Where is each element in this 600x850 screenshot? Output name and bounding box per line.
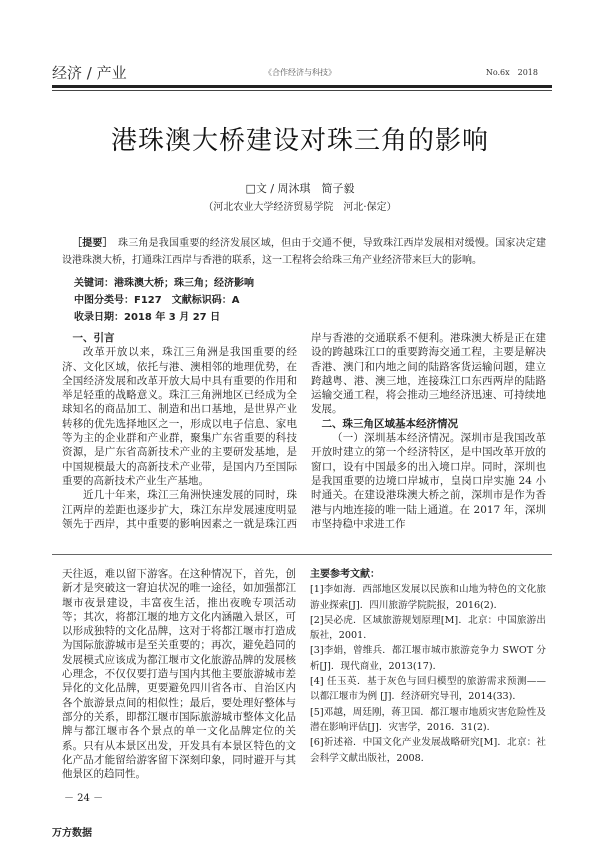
issue-number: No.6x 2018 [485,68,538,77]
reference-item: [6]祈述裕．中国文化产业发展战略研究[M]．北京：社会科学文献出版社，2008． [310,737,546,764]
received-date: 收录日期：2018 年 3 月 27 日 [74,312,221,323]
divider [52,554,307,555]
paragraph: 近几十年来，珠江三角洲快速发展的同时，珠江两岸的差距也逐步扩大，珠江东岸发展速度明显领先于西岸，其中重要的影响因素之一就是珠江西岸与香港的交通联系不便利。港珠澳大桥是正在建设的跨越珠江口的重要跨海交通工程，主要是解决香港、澳门和内地之间的陆路客货运输问题，建立跨越粤、港、澳三地，连接珠江口东西两岸的陆路运输交通工程，将会推动三地经济迅速、可持续地发展。 [62,332,546,530]
references [310,567,546,766]
paragraph: 天往返，难以留下游客。在这种情况下，首先，创新才是突破这一窘迫状况的唯一途径，如加强都江堰市夜景建设，丰富夜生活，推出夜晚专项活动等；其次，将都江堰的地方文化内涵融入景区，可以形成独特的文化品牌，这对于将都江堰市打造成为国际旅游城市是至关重要的；再次，避免趋同的发展模式应该成为都江堰市文化旅游品牌的发展核心理念，不仅仅要打造与国内其他主要旅游城市差异化的文化品牌，更要避免四川省各市、自治区内各个旅游景点间的相似性；最后，要处理好整体与部分的关系，即都江堰市国际旅游城市整体文化品牌与都江堰市各个景点的单一文化品牌定位的关系。只有从本景区出发，开发具有本景区特色的文化产品才能留给游客留下深刻印象，同时避开与其他景区的趋同性。 [62,568,296,781]
header-rule-thick [52,85,552,88]
watermark-text: 万方数据 [52,828,92,839]
page-number: － 24 － [64,793,104,804]
paper-title: 港珠澳大桥建设对珠三角的影响 [110,126,489,156]
header-rule-thin [52,90,552,91]
reference-item: [2]吴必虎．区域旅游规划原理[M]．北京：中国旅游出版社，2001． [310,614,546,642]
classification: 中图分类号：F127 文献标识码：A [74,295,240,306]
journal-name: 《合作经济与科技》 [264,68,336,77]
reference-item: [3]李娟，曾维兵．都江堰市城市旅游竞争力 SWOT 分析[J]．现代商业，2013(17)． [310,645,546,672]
section-heading: 一、引言 [72,332,115,344]
references-heading: 主要参考文献： [310,569,380,580]
article-meta [74,275,254,326]
paragraph: （一）深圳基本经济情况。深圳市是我国改革开放时建立的第一个经济特区，是中国改革开放的窗口，设有中国最多的出入境口岸。同时，深圳也是我国重要的边境口岸城市，皇岗口岸实施 24 小时通关。在建设港珠澳大桥之前，深圳市是作为香港与内地连接的唯一陆上通道。在 2017 年，深圳市坚持稳中求进工作 [311,432,546,530]
affiliation: （河北农业大学经济贸易学院 河北·保定） [203,202,397,213]
abstract-label: ［提要］ [72,238,108,249]
abstract-text: 珠三角是我国重要的经济发展区域，但由于交通不便，导致珠江西岸发展相对缓慢。国家决定建设港珠澳大桥，打通珠江西岸与香港的联系，这一工程将会给珠三角产业经济带来巨大的影响。 [62,238,547,266]
divider [300,554,552,555]
reference-item: [5]邓越，周廷刚，蒋卫国．都江堰市地质灾害危险性及潜在影响评估[J]．灾害学，2016．31(2)． [310,706,546,733]
abstract [62,235,546,269]
keywords: 关键词：港珠澳大桥；珠三角；经济影响 [74,278,254,289]
reference-item: [1]李如海．西部地区发展以民族和山地为特色的文化旅游业探索[J]．四川旅游学院院报，2016(2)． [310,584,546,611]
body-two-columns [62,331,546,535]
section-label: 经济 / 产业 [52,64,127,82]
reference-item: [4] 任玉英．基于灰色与回归模型的旅游需求预测——以都江堰市为例 [J]．经济研究导刊，2014(33)． [310,676,546,703]
paragraph: 改革开放以来，珠江三角洲是我国重要的经济、文化区域，依托与港、澳相邻的地理优势，在全国经济发展和改革开放大局中具有重要的作用和举足轻重的战略意义。珠江三角洲地区已经成为全球知名的商品加工、制造和出口基地，是世界产业转移的优先选择地区之一，形成以电子信息、家电等为主的企业群和产业群，聚集广东省重要的科技资源，是广东省高新技术产业的主要研发基地，是中国规模最大的高新技术产业带，是国内乃至国际重要的高新技术产业生产基地。 [62,346,297,487]
section-heading: 二、珠三角区域基本经济情况 [321,417,458,430]
body-column-lower-left [62,567,296,781]
authors: □文 / 周沐琪 简子毅 [245,182,355,195]
